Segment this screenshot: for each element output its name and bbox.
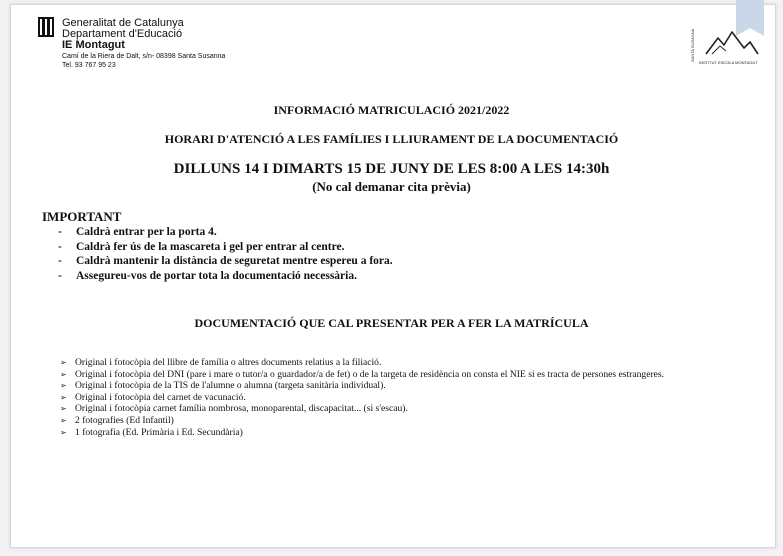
arrow-bullet-icon: ➢	[60, 392, 67, 402]
info-title: INFORMACIÓ MATRICULACIÓ 2021/2022	[273, 103, 510, 117]
important-list	[58, 225, 393, 283]
hours-title: HORARI D'ATENCIÓ A LES FAMÍLIES I LLIURAMENT DE LA DOCUMENTACIÓ	[164, 132, 619, 146]
important-item: - Caldrà entrar per la porta 4.	[58, 226, 217, 238]
documentation-item: ➢ 2 fotografies (Ed Infantil)	[60, 414, 174, 426]
school-phone: Tel. 93 767 95 23	[62, 62, 116, 69]
documentation-list	[60, 357, 720, 438]
documentation-item: ➢ Original i fotocòpia carnet família nombrosa, monoparental, discapacitat... (si s'escau).	[60, 403, 408, 415]
school-name: IE Montagut	[62, 39, 125, 51]
documentation-item: ➢ Original i fotocòpia de la TIS de l'alumne o alumna (targeta sanitària individual).	[60, 380, 386, 392]
org-line-1: Generalitat de Catalunya	[62, 17, 184, 29]
arrow-bullet-icon: ➢	[60, 381, 67, 391]
school-address: Camí de la Riera de Dalt, s/n- 08398 Santa Susanna	[62, 53, 226, 60]
important-item: - Assegureu-vos de portar tota la documentació necessària.	[58, 269, 357, 282]
documentation-heading: DOCUMENTACIÓ QUE CAL PRESENTAR PER A FER LA MATRÍCULA	[194, 316, 589, 330]
arrow-bullet-icon: ➢	[60, 427, 67, 437]
generalitat-logo-icon	[38, 17, 54, 37]
documentation-item: ➢ Original i fotocòpia del llibre de família o altres documents relatius a la filiació.	[60, 357, 382, 368]
no-appointment-note: (No cal demanar cita prèvia)	[312, 179, 471, 194]
logo-vertical-text: SANTA SUSANNA	[690, 28, 695, 62]
important-heading: IMPORTANT	[42, 209, 122, 224]
arrow-bullet-icon: ➢	[60, 404, 67, 414]
arrow-bullet-icon: ➢	[60, 358, 67, 367]
logo-caption: INSTITUT ESCOLA MONTAGUT	[699, 60, 758, 65]
documentation-item: ➢ Original i fotocòpia del DNI (pare i mare o tutor/a o guardador/a de fet) o de la targeta de residència on consta el NIE si es tracta de persones estrangeres.	[60, 368, 665, 380]
important-item: - Caldrà mantenir la distància de seguretat mentre espereu a fora.	[58, 255, 393, 267]
documentation-item: ➢ Original i fotocòpia del carnet de vacunació.	[60, 391, 246, 403]
dates-title: DILLUNS 14 I DIMARTS 15 DE JUNY DE LES 8:00 A LES 14:30h	[173, 161, 610, 177]
org-line-2: Departament d'Educació	[62, 28, 183, 40]
arrow-bullet-icon: ➢	[60, 415, 67, 425]
arrow-bullet-icon: ➢	[60, 369, 67, 379]
important-item: - Caldrà fer ús de la mascareta i gel per entrar al centre.	[58, 240, 345, 253]
documentation-item: ➢ 1 fotografia (Ed. Primària i Ed. Secundària)	[60, 426, 243, 438]
